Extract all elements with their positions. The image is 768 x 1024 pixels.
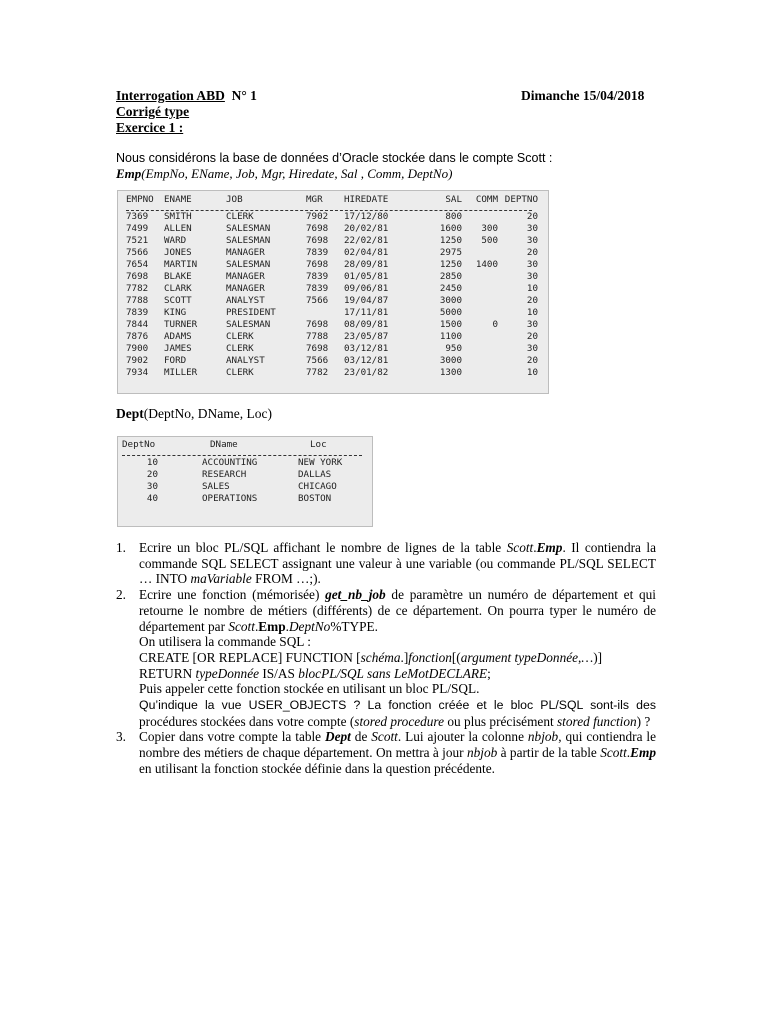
q2-function-name: get_nb_job [325,587,386,603]
table-row [122,493,366,505]
question-number: 1. [116,540,126,555]
emp-cell-empno: 7902 [126,355,149,366]
q2-deptno: DeptNo [288,618,331,634]
syntax-function: fonction [408,649,452,665]
q2-user-objects-question [139,697,656,729]
emp-cell-mgr: 7698 [306,235,329,246]
dept-column-header: DName [210,439,238,450]
emp-cell-ename: ADAMS [164,331,192,342]
table-row [126,223,538,235]
emp-cell-empno: 7782 [126,283,149,294]
question-number: 3. [116,729,126,745]
emp-cell-hiredate: 01/05/81 [344,271,389,282]
emp-cell-ename: JAMES [164,343,192,354]
emp-cell-sal: 1250 [439,235,462,246]
q3-scott: Scott [371,729,398,745]
dept-table [122,439,366,505]
emp-cell-comm [462,295,498,307]
emp-cell-hiredate: 09/06/81 [344,283,389,294]
emp-cell-comm [462,271,498,283]
emp-cell-comm [462,355,498,367]
q1-variable: maVariable [190,571,252,587]
emp-cell-hiredate: 03/12/81 [344,343,389,354]
q2-text: Ecrire une fonction (mémorisée) [139,587,326,603]
emp-cell-ename: CLARK [164,283,192,294]
emp-cell-hiredate: 23/01/82 [344,367,389,378]
dept-header-row [122,439,366,451]
q1-dot: . [533,540,537,555]
table-row [126,331,538,343]
emp-cell-deptno: 20 [526,355,538,366]
emp-cell-comm [462,367,498,379]
dept-cell-dname: ACCOUNTING [202,457,258,468]
emp-table-image [117,190,549,394]
dept-schema [116,406,272,422]
emp-cell-sal: 1600 [439,223,462,234]
q3-text-4: à partir de la table [497,745,601,761]
q3-text-2: . Lui ajouter la colonne [397,729,528,745]
q2-text-3: procédures stockées dans votre compte ( [139,713,355,729]
q2-stored-function: stored function [557,713,637,729]
emp-cell-comm: 1400 [475,259,498,270]
emp-cell-job: SALESMAN [226,235,271,246]
emp-cell-deptno: 30 [526,319,538,330]
emp-cell-job: SALESMAN [226,223,271,234]
question-1 [116,540,656,587]
dept-cell-deptno: 20 [146,469,158,480]
question-list [116,540,656,777]
emp-cell-empno: 7839 [126,307,149,318]
emp-cell-mgr: 7839 [306,271,329,282]
exam-number: N° 1 [231,88,257,103]
question-number: 2. [116,587,126,603]
emp-cell-job: MANAGER [226,271,265,282]
q3-text-3: , qui contiendra le nombre des métiers de chaque département. On mettra à jour [139,729,657,761]
emp-cell-ename: SCOTT [164,295,192,306]
table-row [126,343,538,355]
syntax-part: )] [593,649,603,665]
q1-scott: Scott [506,540,534,555]
table-row [126,247,538,259]
emp-cell-comm: 300 [481,223,498,234]
emp-cell-sal: 2450 [439,283,462,294]
emp-cell-comm [462,211,498,223]
emp-cell-empno: 7876 [126,331,149,342]
intro-text: Nous considérons la base de données d’Oracle stockée dans le compte Scott : [116,151,553,165]
table-row [126,355,538,367]
q3-text: Copier dans votre compte la table [139,729,326,745]
emp-column-header: ENAME [164,194,192,205]
emp-cell-sal: 2850 [439,271,462,282]
syntax-part: , [578,649,582,665]
emp-cell-sal: 950 [445,343,462,354]
dept-cell-deptno: 10 [146,457,158,468]
q1-from: FROM …;). [251,571,321,587]
table-row [122,469,366,481]
exam-subtitle: Corrigé type [116,104,190,119]
emp-cell-sal: 3000 [439,295,462,306]
emp-cell-ename: WARD [164,235,187,246]
emp-header-row [126,194,538,206]
question-2 [116,587,656,729]
emp-cell-sal: 5000 [439,307,462,318]
dept-cell-loc: CHICAGO [298,481,337,492]
emp-cell-job: ANALYST [226,355,265,366]
dept-cell-loc: BOSTON [298,493,332,504]
dept-cell-loc: NEW YORK [298,457,343,468]
emp-cell-deptno: 30 [526,259,538,270]
emp-cell-sal: 3000 [439,355,462,366]
q1-ellipsis: … [139,571,153,587]
emp-cell-deptno: 20 [526,295,538,306]
q3-nbjob-2: nbjob [466,745,498,761]
emp-cell-mgr: 7782 [306,367,329,378]
emp-cell-sal: 800 [445,211,462,222]
emp-cell-job: CLERK [226,343,254,354]
q1-text-2: . Il contiendra la commande SQL SELECT assignant une valeur à une variable (ou commande PL/SQL SELECT [139,540,656,571]
syntax-part: CREATE [OR REPLACE] FUNCTION [ [139,649,361,665]
emp-cell-comm: 0 [492,319,498,330]
dept-cell-dname: RESEARCH [202,469,247,480]
emp-cell-hiredate: 17/12/80 [344,211,389,222]
emp-cell-comm [462,283,498,295]
q2-type: %TYPE. [330,618,378,634]
emp-cell-ename: BLAKE [164,271,192,282]
syntax-ellipsis: … [581,649,594,665]
table-row [126,307,538,319]
q3-text-5: en utilisant la fonction stockée définie dans la question précédente. [139,760,495,776]
emp-cell-ename: FORD [164,355,187,366]
emp-cell-sal: 2975 [439,247,462,258]
emp-cell-hiredate: 19/04/87 [344,295,389,306]
exam-date: Dimanche 15/04/2018 [521,88,645,103]
emp-cell-comm [462,307,498,319]
exam-title-line [116,88,257,104]
emp-cell-ename: TURNER [164,319,198,330]
emp-cell-mgr: 7566 [306,355,329,366]
emp-cell-job: SALESMAN [226,319,271,330]
q1-emp: Emp [536,540,563,555]
table-row [126,211,538,223]
syntax-block: blocPL/SQL sans LeMotDECLARE [298,665,488,681]
intro-paragraph [116,150,656,182]
syntax-schema: schéma [360,649,401,665]
table-row [126,271,538,283]
emp-cell-deptno: 20 [526,211,538,222]
syntax-argument: argument typeDonnée [460,649,579,665]
emp-cell-empno: 7698 [126,271,149,282]
q2-dot-2: . [285,618,289,634]
emp-cell-deptno: 10 [526,283,538,294]
emp-cell-deptno: 20 [526,331,538,342]
dept-cell-deptno: 40 [146,493,158,504]
emp-cell-ename: MILLER [164,367,198,378]
syntax-part: [( [451,649,461,665]
q2-text-4: ou plus précisément [444,713,557,729]
emp-cell-hiredate: 22/02/81 [344,235,389,246]
q1-text: Ecrire un bloc PL/SQL affichant le nombre de lignes de la table [139,540,507,555]
emp-cell-hiredate: 20/02/81 [344,223,389,234]
emp-column-header: SAL [445,194,462,205]
emp-cell-job: CLERK [226,211,254,222]
dept-relation-name: Dept [116,406,144,421]
emp-cell-mgr: 7839 [306,283,329,294]
emp-cell-hiredate: 23/05/87 [344,331,389,342]
syntax-part: IS/AS [259,665,299,681]
q2-return-syntax [139,666,656,682]
emp-cell-ename: MARTIN [164,259,198,270]
dept-column-header: Loc [310,439,327,450]
syntax-part: .] [400,649,409,665]
q2-text-2: de paramètre un numéro de département et qui retourne le nombre de métiers (différents) de ce département. On pourra typer le numéro de département par [139,587,656,634]
dept-cell-deptno: 30 [146,481,158,492]
emp-cell-hiredate: 03/12/81 [344,355,389,366]
emp-cell-sal: 1300 [439,367,462,378]
emp-cell-job: ANALYST [226,295,265,306]
emp-cell-empno: 7566 [126,247,149,258]
emp-column-header: MGR [306,194,323,205]
emp-cell-comm: 500 [481,235,498,246]
q3-nbjob: nbjob [527,729,559,745]
emp-cell-empno: 7900 [126,343,149,354]
emp-cell-hiredate: 28/09/81 [344,259,389,270]
emp-cell-empno: 7788 [126,295,149,306]
emp-column-header: HIREDATE [344,194,389,205]
emp-cell-ename: ALLEN [164,223,192,234]
emp-cell-sal: 1500 [439,319,462,330]
emp-attributes: (EmpNo, EName, Job, Mgr, Hiredate, Sal , Comm, DeptNo) [141,166,453,181]
emp-cell-hiredate: 08/09/81 [344,319,389,330]
dept-cell-dname: SALES [202,481,230,492]
emp-cell-mgr: 7698 [306,259,329,270]
dept-attributes: (DeptNo, DName, Loc) [143,406,272,421]
q3-dept: Dept [325,729,351,745]
emp-cell-mgr: 7566 [306,295,329,306]
q2-emp: Emp [258,618,286,634]
table-row [126,283,538,295]
q3-scott-2: Scott [600,745,627,761]
emp-cell-empno: 7369 [126,211,149,222]
emp-cell-empno: 7844 [126,319,149,330]
syntax-part: RETURN [139,665,196,681]
emp-cell-deptno: 30 [526,271,538,282]
emp-cell-ename: KING [164,307,187,318]
emp-cell-mgr: 7698 [306,223,329,234]
table-row [126,295,538,307]
emp-cell-job: MANAGER [226,283,265,294]
q2-create-syntax [139,650,656,666]
emp-cell-job: CLERK [226,367,254,378]
q2-dot: . [254,618,259,634]
emp-cell-job: SALESMAN [226,259,271,270]
emp-cell-hiredate: 17/11/81 [344,307,389,318]
emp-cell-hiredate: 02/04/81 [344,247,389,258]
table-row [126,319,538,331]
q2-user-objects-text: Qu’indique la vue USER_OBJECTS ? La fonction créée et le bloc PL/SQL sont-ils des [139,698,656,713]
table-row [126,367,538,379]
dept-header-separator [122,455,362,456]
emp-relation-name: Emp [116,166,142,181]
emp-cell-empno: 7521 [126,235,149,246]
emp-cell-sal: 1100 [439,331,462,342]
emp-cell-empno: 7499 [126,223,149,234]
emp-cell-deptno: 10 [526,367,538,378]
q1-into: INTO [152,571,191,587]
emp-column-header: JOB [226,194,243,205]
q2-stored-procedure: stored procedure [354,713,444,729]
syntax-type: typeDonnée [195,665,260,681]
q3-emp: Emp [630,745,656,761]
table-row [122,481,366,493]
emp-cell-comm [462,247,498,259]
q2-call-instruction: Puis appeler cette fonction stockée en utilisant un bloc PL/SQL. [139,681,480,697]
emp-cell-job: CLERK [226,331,254,342]
emp-table [126,194,538,379]
emp-cell-job: PRESIDENT [226,307,276,318]
q2-sql-intro: On utilisera la commande SQL : [139,634,311,650]
q3-dot: . [626,745,631,761]
emp-header-separator [126,210,532,211]
emp-cell-mgr [306,307,344,319]
exercise-heading: Exercice 1 : [116,120,184,135]
emp-cell-deptno: 20 [526,247,538,258]
emp-cell-comm [462,331,498,343]
syntax-part: ; [487,665,491,681]
emp-cell-sal: 1250 [439,259,462,270]
emp-cell-job: MANAGER [226,247,265,258]
q3-de: de [350,729,372,745]
emp-cell-empno: 7934 [126,367,149,378]
dept-table-image [117,436,373,527]
emp-cell-mgr: 7839 [306,247,329,258]
emp-cell-deptno: 10 [526,307,538,318]
emp-schema [116,166,656,182]
emp-cell-mgr: 7698 [306,343,329,354]
emp-cell-mgr: 7902 [306,211,329,222]
emp-cell-deptno: 30 [526,343,538,354]
emp-cell-comm [462,343,498,355]
q2-scott: Scott [228,618,255,634]
question-3 [116,729,656,776]
table-row [126,235,538,247]
exam-title: Interrogation ABD [116,88,225,103]
table-row [126,259,538,271]
emp-cell-mgr: 7698 [306,319,329,330]
dept-cell-loc: DALLAS [298,469,332,480]
emp-cell-ename: JONES [164,247,192,258]
emp-column-header: COMM [475,194,498,205]
dept-cell-dname: OPERATIONS [202,493,258,504]
table-row [122,457,366,469]
emp-cell-ename: SMITH [164,211,192,222]
emp-column-header: DEPTNO [504,194,538,205]
emp-cell-deptno: 30 [526,235,538,246]
emp-column-header: EMPNO [126,194,154,205]
q2-text-5: ) ? [636,713,651,729]
emp-cell-empno: 7654 [126,259,149,270]
dept-column-header: DeptNo [122,439,156,450]
emp-cell-mgr: 7788 [306,331,329,342]
emp-cell-deptno: 30 [526,223,538,234]
